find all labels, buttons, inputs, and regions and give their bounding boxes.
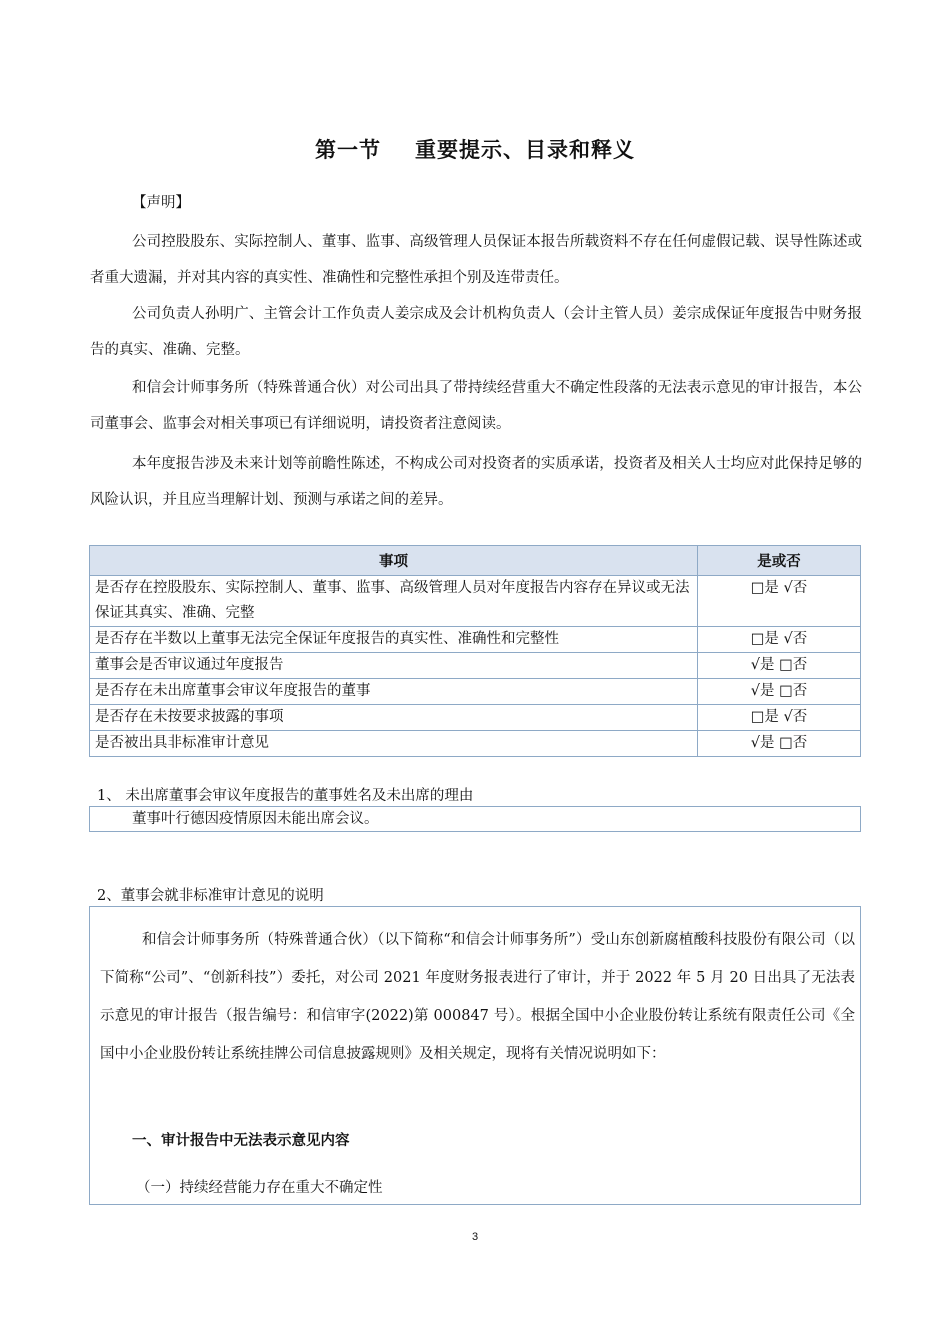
column-header-item: 事项 [90, 546, 698, 576]
section-title: 重要提示、目录和释义 [415, 138, 635, 162]
table-cell-answer: □是 √否 [698, 576, 861, 627]
table-cell-answer: □是 √否 [698, 705, 861, 731]
table-row [90, 653, 861, 679]
going-concern-subheading: （一）持续经营能力存在重大不确定性 [136, 1180, 383, 1196]
table-row [90, 576, 861, 627]
column-header-answer: 是或否 [698, 546, 861, 576]
table-cell-item: 是否存在半数以上董事无法完全保证年度报告的真实性、准确性和完整性 [90, 627, 698, 653]
opinion-content-heading: 一、审计报告中无法表示意见内容 [132, 1133, 350, 1149]
table-cell-item: 是否存在未按要求披露的事项 [90, 705, 698, 731]
table-cell-item: 董事会是否审议通过年度报告 [90, 653, 698, 679]
confirmation-table [89, 545, 861, 757]
table-header-row [90, 546, 861, 576]
declaration-paragraph-4: 本年度报告涉及未来计划等前瞻性陈述，不构成公司对投资者的实质承诺，投资者及相关人士均应对此保持足够的风险认识，并且应当理解计划、预测与承诺之间的差异。 [90, 456, 862, 508]
declaration-paragraph-1: 公司控股股东、实际控制人、董事、监事、高级管理人员保证本报告所载资料不存在任何虚假记载、误导性陈述或者重大遗漏，并对其内容的真实性、准确性和完整性承担个别及连带责任。 [90, 234, 862, 286]
table-row [90, 731, 861, 757]
section-number: 第一节 [315, 138, 381, 162]
absent-director-reason: 董事叶行德因疫情原因未能出席会议。 [132, 811, 379, 827]
table-cell-answer: √是 □否 [698, 653, 861, 679]
table-row [90, 679, 861, 705]
declaration-paragraph-2: 公司负责人孙明广、主管会计工作负责人姜宗成及会计机构负责人（会计主管人员）姜宗成保证年度报告中财务报告的真实、准确、完整。 [90, 306, 862, 358]
declaration-paragraph-3: 和信会计师事务所（特殊普通合伙）对公司出具了带持续经营重大不确定性段落的无法表示意见的审计报告，本公司董事会、监事会对相关事项已有详细说明，请投资者注意阅读。 [90, 380, 862, 432]
table-cell-answer: □是 √否 [698, 627, 861, 653]
page-title [0, 134, 950, 164]
table-cell-answer: √是 □否 [698, 731, 861, 757]
declaration-label: 【声明】 [132, 195, 190, 211]
absent-director-section-label: 1、 未出席董事会审议年度报告的董事姓名及未出席的理由 [97, 788, 474, 804]
non-standard-opinion-box [89, 906, 861, 1205]
table-cell-item: 是否存在控股股东、实际控制人、董事、监事、高级管理人员对年度报告内容存在异议或无法保证其真实、准确、完整 [90, 576, 698, 627]
table-cell-item: 是否存在未出席董事会审议年度报告的董事 [90, 679, 698, 705]
table-row [90, 627, 861, 653]
absent-director-reason-box [89, 806, 861, 832]
non-standard-opinion-paragraph: 和信会计师事务所（特殊普通合伙）（以下简称“和信会计师事务所”）受山东创新腐植酸科技股份有限公司（以下简称“公司”、“创新科技”）委托，对公司 2021 年度财务报表进行了审计，并于 2022 年 5 月 20 日出具了无法表示意见的审计报告（报告编号：和信审字(2022)第 000847 号）。根据全国中小企业股份转让系统有限责任公司《全国中小企业股份转让系统挂牌公司信息披露规则》及相关规定，现将有关情况说明如下： [100, 932, 855, 1062]
non-standard-opinion-section-label: 2、董事会就非标准审计意见的说明 [97, 888, 324, 904]
table-cell-answer: √是 □否 [698, 679, 861, 705]
table-cell-item: 是否被出具非标准审计意见 [90, 731, 698, 757]
table-row [90, 705, 861, 731]
page-number: 3 [471, 1231, 479, 1243]
